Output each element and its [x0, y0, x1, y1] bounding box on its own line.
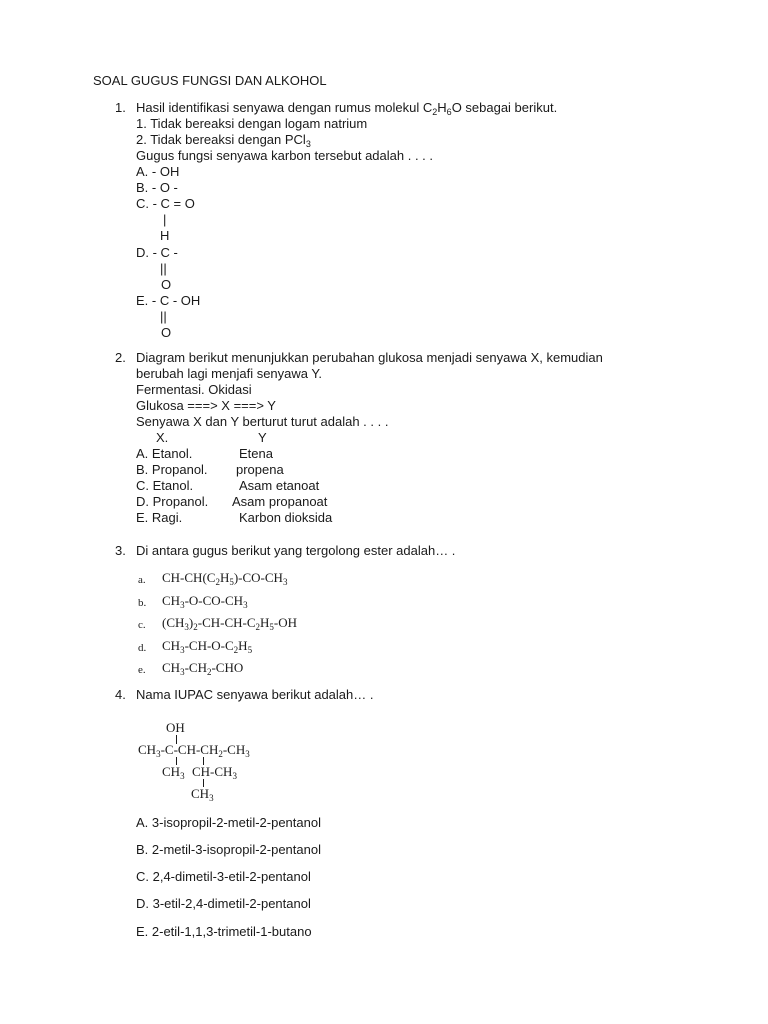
q3-question: Di antara gugus berikut yang tergolong ester adalah… .	[136, 543, 456, 558]
q3-option-a-letter: a.	[138, 574, 146, 586]
q4-option-c: C. 2,4-dimetil-3-etil-2-pentanol	[136, 869, 311, 884]
q4-option-a: A. 3-isopropil-2-metil-2-pentanol	[136, 815, 321, 830]
q2-line-4: Glukosa ===> X ===> Y	[136, 398, 276, 413]
q4-option-e: E. 2-etil-1,1,3-trimetil-1-butano	[136, 924, 312, 939]
q4-structure-main-chain: $CH_3-C-CH-CH_2-CH_3$	[138, 742, 250, 759]
q3-option-d-letter: d.	[138, 642, 147, 654]
q4-option-b: B. 2-metil-3-isopropil-2-pentanol	[136, 842, 321, 857]
q4-option-d: D. 3-etil-2,4-dimetil-2-pentanol	[136, 896, 311, 911]
q1-fact-1: 1. Tidak bereaksi dengan logam natrium	[136, 116, 368, 131]
q1-option-d-below: O	[161, 277, 172, 292]
q1-option-d-bond: ||	[160, 261, 167, 276]
q1-number: 1.	[115, 100, 126, 115]
q1-option-c-bond: |	[163, 212, 167, 227]
q2-option-a-x: A. Etanol.	[136, 446, 193, 461]
q2-option-b-x: B. Propanol.	[136, 462, 208, 477]
q4-structure-oh: OH	[166, 720, 185, 735]
q4-number: 4.	[115, 687, 126, 702]
q1-stem: Hasil identifikasi senyawa dengan rumus molekul $C_2H_6O$ sebagai berikut.	[136, 100, 558, 117]
q3-option-b-letter: b.	[138, 597, 147, 609]
q2-option-d-x: D. Propanol.	[136, 494, 209, 509]
q3-option-c-letter: c.	[138, 619, 146, 631]
document-title: SOAL GUGUS FUNGSI DAN ALKOHOL	[93, 73, 327, 88]
q3-option-b-formula: $CH_3-O-CO-CH_3$	[162, 593, 248, 610]
q1-option-b: B. - O -	[136, 180, 178, 195]
q3-option-e-formula: $CH_3-CH_2$-CHO	[162, 660, 244, 677]
q2-number: 2.	[115, 350, 126, 365]
q1-option-e: E. - C - OH	[136, 293, 201, 308]
q4-structure-bottom: $CH_3$	[191, 786, 214, 803]
q1-option-c: C. - C = O	[136, 196, 195, 211]
q2-header-y: Y	[258, 430, 267, 445]
q1-option-c-below: H	[160, 228, 170, 243]
q4-structure-branch-1: $CH_3$	[162, 764, 185, 781]
q3-number: 3.	[115, 543, 126, 558]
q1-fact-2: 2. Tidak bereaksi dengan PCl$_3$	[136, 132, 311, 149]
q3-option-e-letter: e.	[138, 664, 146, 676]
q1-option-a: A. - OH	[136, 164, 180, 179]
q2-line-1: Diagram berikut menunjukkan perubahan glukosa menjadi senyawa X, kemudian	[136, 350, 603, 365]
q1-option-e-bond: ||	[160, 309, 167, 324]
q2-question: Senyawa X dan Y berturut turut adalah . . . .	[136, 414, 389, 429]
q3-option-a-formula: $CH-CH(C_2H_5)-CO-CH_3$	[162, 570, 288, 587]
q1-question: Gugus fungsi senyawa karbon tersebut adalah . . . .	[136, 148, 434, 163]
q2-line-2: berubah lagi menjafi senyawa Y.	[136, 366, 322, 381]
q3-option-d-formula: $CH_3-CH-O-C_2H_5$	[162, 638, 253, 655]
q2-option-b-y: propena	[236, 462, 284, 477]
q4-structure-branch-2: $CH-CH_3$	[192, 764, 237, 781]
q4-question: Nama IUPAC senyawa berikut adalah… .	[136, 687, 374, 702]
q2-option-c-x: C. Etanol.	[136, 478, 194, 493]
q3-option-c-formula: $(CH_3)_2-CH-CH-C_2H_5-OH$	[162, 615, 298, 632]
q2-option-e-y: Karbon dioksida	[239, 510, 333, 525]
q2-option-a-y: Etena	[239, 446, 273, 461]
q1-option-d: D. - C -	[136, 245, 178, 260]
q1-option-e-below: O	[161, 325, 172, 340]
q2-line-3: Fermentasi. Okidasi	[136, 382, 252, 397]
q2-option-c-y: Asam etanoat	[239, 478, 320, 493]
q2-header-x: X.	[156, 430, 169, 445]
q2-option-e-x: E. Ragi.	[136, 510, 183, 525]
q2-option-d-y: Asam propanoat	[232, 494, 328, 509]
